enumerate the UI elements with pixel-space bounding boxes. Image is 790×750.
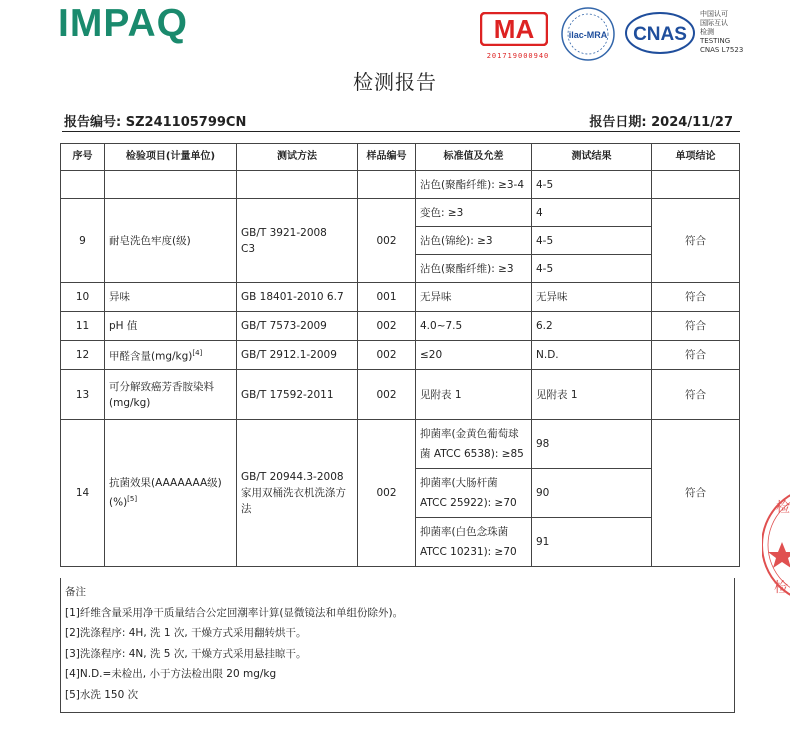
- cell-item: 异味: [105, 283, 237, 312]
- certification-marks: [478, 6, 778, 66]
- red-seal-stamp-icon: [762, 470, 790, 620]
- cell-item: 可分解致癌芳香胺染料(mg/kg): [105, 370, 237, 420]
- cell-result: 91: [532, 518, 652, 567]
- cell-standard: 见附表 1: [416, 370, 532, 420]
- cell-result: 无异味: [532, 283, 652, 312]
- item-text: 甲醛含量(mg/kg): [109, 350, 193, 363]
- cnas-line: 国际互认: [700, 19, 728, 27]
- cell-standard: 变色: ≥3: [416, 199, 532, 227]
- cell-method: GB/T 20944.3-2008 家用双桶洗衣机洗涤方法: [237, 420, 358, 567]
- note-line: [2]洗涤程序: 4H, 洗 1 次, 干燥方式采用翻转烘干。: [65, 627, 307, 639]
- cell-empty: [358, 171, 416, 199]
- cnas-line: 检测: [700, 28, 714, 36]
- ilac-label: ilac-MRA: [568, 30, 608, 40]
- item-text: 抗菌效果(AAAAAAA级)(%): [109, 477, 222, 509]
- table-row: [61, 312, 740, 341]
- report-date-label: 报告日期:: [589, 115, 647, 130]
- cell-result: 4-5: [532, 255, 652, 283]
- cell-result: N.D.: [532, 341, 652, 370]
- cell-standard: 沾色(聚酯纤维): ≥3: [416, 255, 532, 283]
- cell-item: 耐皂洗色牢度(级): [105, 199, 237, 283]
- cell-sample: 002: [358, 341, 416, 370]
- stamp-text: 检: [776, 500, 790, 516]
- cell-no: 14: [61, 420, 105, 567]
- cnas-line: CNAS L7523: [700, 46, 744, 54]
- table-row: [61, 420, 740, 469]
- cell-item: [105, 420, 237, 567]
- cnas-label: CNAS: [633, 24, 687, 45]
- cell-method: GB/T 17592-2011: [237, 370, 358, 420]
- company-logo: IMPAQ: [58, 2, 188, 45]
- cell-method: GB 18401-2010 6.7: [237, 283, 358, 312]
- table-row: [61, 370, 740, 420]
- notes-section: [60, 578, 735, 713]
- column-header: 标准值及允差: [416, 144, 532, 171]
- cell-conclusion: 符合: [652, 199, 740, 283]
- note-line: [5]水洗 150 次: [65, 688, 139, 701]
- cell-conclusion: 符合: [652, 283, 740, 312]
- cell-standard: 抑菌率(金黄色葡萄球菌 ATCC 6538): ≥85: [416, 420, 532, 469]
- cell-sample: 002: [358, 370, 416, 420]
- footnote-ref: [5]: [127, 495, 138, 504]
- cell-sample: 002: [358, 312, 416, 341]
- cell-standard: 沾色(锦纶): ≥3: [416, 227, 532, 255]
- cell-sample: 002: [358, 420, 416, 567]
- header-divider: [62, 131, 740, 132]
- test-results-table: [60, 143, 740, 567]
- cell-result: 4-5: [532, 171, 652, 199]
- method-line: GB/T 3921-2008: [241, 226, 327, 239]
- cell-conclusion: 符合: [652, 312, 740, 341]
- ma-logo-icon: [480, 12, 548, 46]
- cell-conclusion: 符合: [652, 420, 740, 567]
- report-date-value: 2024/11/27: [651, 115, 733, 130]
- ilac-mra-icon: [560, 6, 616, 62]
- cell-conclusion: 符合: [652, 370, 740, 420]
- table-row: [61, 341, 740, 370]
- cell-no: 9: [61, 199, 105, 283]
- cnas-line: TESTING: [700, 37, 731, 45]
- cell-conclusion: 符合: [652, 341, 740, 370]
- ma-code: 201719000940: [486, 52, 550, 60]
- page-title: 检测报告: [353, 70, 437, 94]
- cell-no: 12: [61, 341, 105, 370]
- cell-standard: 无异味: [416, 283, 532, 312]
- report-number: [64, 111, 246, 130]
- cell-result: 98: [532, 420, 652, 469]
- ma-logo-text: MA: [493, 14, 535, 44]
- cell-sample: 002: [358, 199, 416, 283]
- method-line: C3: [241, 242, 256, 255]
- cell-result: 90: [532, 469, 652, 518]
- cell-no: 13: [61, 370, 105, 420]
- cell-no: 10: [61, 283, 105, 312]
- footnote-ref: [4]: [192, 349, 203, 358]
- table-row: [61, 283, 740, 312]
- cell-result: 4: [532, 199, 652, 227]
- cell-sample: 001: [358, 283, 416, 312]
- cnas-line: 中国认可: [700, 10, 728, 18]
- cell-standard: 抑菌率(白色念珠菌 ATCC 10231): ≥70: [416, 518, 532, 567]
- column-header: 测试结果: [532, 144, 652, 171]
- cnas-accreditation-text: [700, 10, 743, 55]
- cell-result: 4-5: [532, 227, 652, 255]
- report-date: [589, 111, 733, 130]
- note-line: [4]N.D.=未检出, 小于方法检出限 20 mg/kg: [65, 668, 277, 680]
- cell-empty: [61, 171, 105, 199]
- report-number-label: 报告编号:: [64, 115, 122, 130]
- cell-method: GB/T 7573-2009: [237, 312, 358, 341]
- cell-standard: 抑菌率(大肠杆菌 ATCC 25922): ≥70: [416, 469, 532, 518]
- cell-standard: 沾色(聚酯纤维): ≥3-4: [416, 171, 532, 199]
- column-header: 序号: [61, 144, 105, 171]
- cell-standard: 4.0~7.5: [416, 312, 532, 341]
- cell-empty: [105, 171, 237, 199]
- cell-empty: [237, 171, 358, 199]
- column-header: 单项结论: [652, 144, 740, 171]
- notes-title: 备注: [65, 586, 86, 598]
- cell-standard: ≤20: [416, 341, 532, 370]
- stamp-text: 检: [774, 580, 788, 596]
- cell-item: pH 值: [105, 312, 237, 341]
- table-row: [61, 199, 740, 227]
- cell-method: GB/T 2912.1-2009: [237, 341, 358, 370]
- cell-result: 见附表 1: [532, 370, 652, 420]
- table-row: [61, 171, 740, 199]
- column-header: 样品编号: [358, 144, 416, 171]
- cell-item: [105, 341, 237, 370]
- cnas-icon: [624, 10, 696, 56]
- cell-no: 11: [61, 312, 105, 341]
- cell-method: [237, 199, 358, 283]
- note-line: [1]纤维含量采用净干质量结合公定回潮率计算(显微镜法和单组份除外)。: [65, 606, 404, 619]
- note-line: [3]洗涤程序: 4N, 洗 5 次, 干燥方式采用悬挂晾干。: [65, 647, 307, 660]
- table-header-row: [61, 144, 740, 171]
- cell-empty: [652, 171, 740, 199]
- report-number-value: SZ241105799CN: [125, 115, 247, 130]
- column-header: 检验项目(计量单位): [105, 144, 237, 171]
- cell-result: 6.2: [532, 312, 652, 341]
- column-header: 测试方法: [237, 144, 358, 171]
